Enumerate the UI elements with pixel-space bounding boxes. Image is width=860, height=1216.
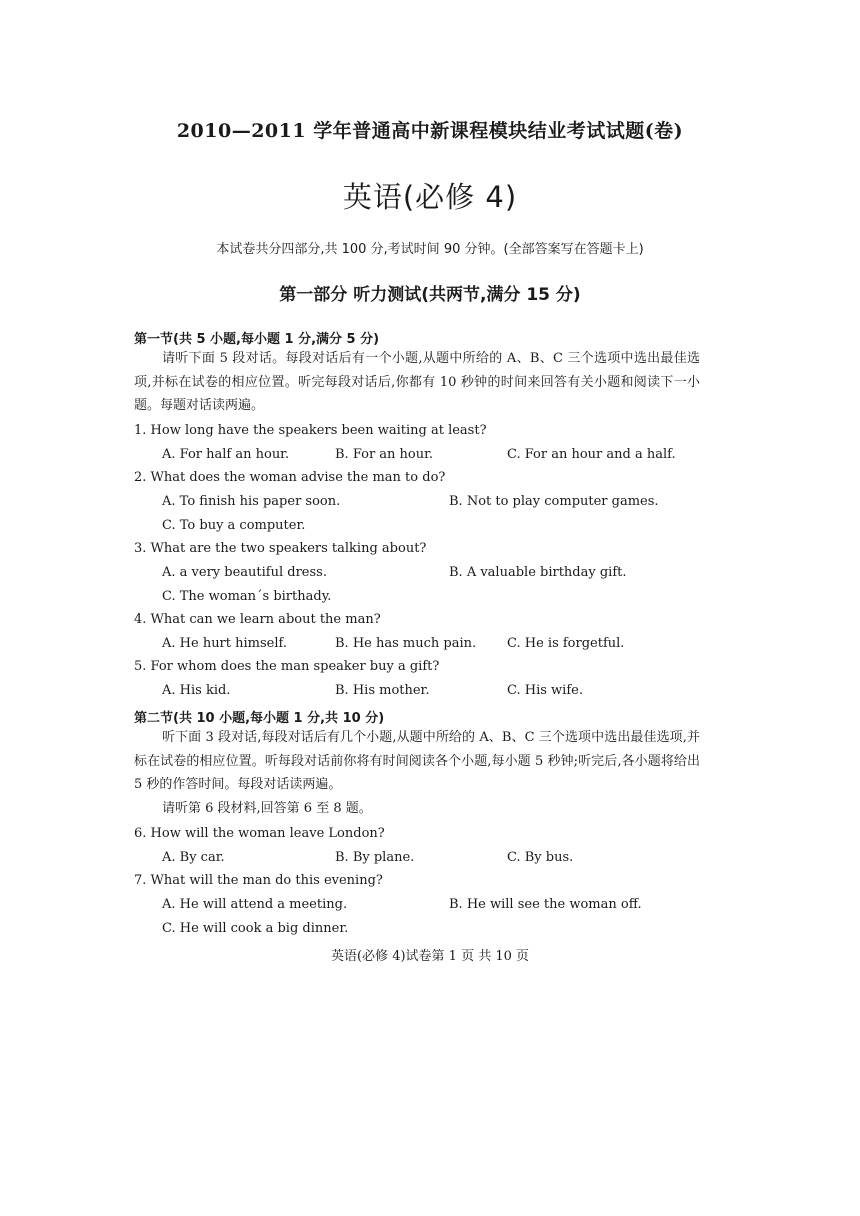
option-c: C. He is forgetful. [507, 636, 625, 651]
option-a: A. For half an hour. [162, 447, 290, 462]
question-stem: 6. How will the woman leave London? [134, 826, 385, 841]
option-c: C. His wife. [507, 683, 583, 698]
option-c: C. The woman´s birthady. [162, 589, 332, 604]
section2-title: 第二节(共 10 小题,每小题 1 分,共 10 分) [134, 711, 385, 726]
option-b: B. A valuable birthday gift. [449, 565, 627, 580]
option-b: B. His mother. [335, 683, 430, 698]
question-stem: 5. For whom does the man speaker buy a gift? [134, 659, 440, 674]
part1-title: 第一部分 听力测试(共两节,满分 15 分) [279, 285, 581, 305]
option-b: B. For an hour. [335, 447, 434, 462]
option-b: B. He has much pain. [335, 636, 477, 651]
option-a: A. By car. [162, 850, 225, 865]
section2-material: 请听第 6 段材料,回答第 6 至 8 题。 [162, 800, 372, 816]
option-a: A. a very beautiful dress. [162, 565, 327, 580]
option-c: C. For an hour and a half. [507, 447, 676, 462]
question-stem: 1. How long have the speakers been waiting at least? [134, 423, 487, 438]
option-b: B. By plane. [335, 850, 415, 865]
question-stem: 4. What can we learn about the man? [134, 612, 381, 627]
section1-instruction [134, 347, 700, 418]
option-a: A. To finish his paper soon. [162, 494, 341, 509]
question-stem: 2. What does the woman advise the man to do? [134, 470, 446, 485]
section1-title: 第一节(共 5 小题,每小题 1 分,满分 5 分) [134, 332, 380, 347]
exam-info: 本试卷共分四部分,共 100 分,考试时间 90 分钟。(全部答案写在答题卡上) [216, 242, 644, 257]
section1-instruction-text: 请听下面 5 段对话。每段对话后有一个小题,从题中所给的 A、B、C 三个选项中选出最佳选项,并标在试卷的相应位置。听完每段对话后,你都有 10 秒钟的时间来回答有关小题和阅读下一小题。每题对话读两遍。 [134, 351, 700, 413]
page-footer: 英语(必修 4)试卷第 1 页 共 10 页 [330, 949, 530, 964]
option-c: C. To buy a computer. [162, 518, 306, 533]
section2-instruction [134, 726, 700, 820]
question-stem: 7. What will the man do this evening? [134, 873, 383, 888]
option-a: A. He will attend a meeting. [162, 897, 348, 912]
option-c: C. He will cook a big dinner. [162, 921, 349, 936]
question-stem: 3. What are the two speakers talking about? [134, 541, 427, 556]
exam-title: 2010—2011 学年普通高中新课程模块结业考试试题(卷) [176, 120, 684, 142]
option-b: B. He will see the woman off. [449, 897, 642, 912]
subject-title: 英语(必修 4) [342, 180, 518, 214]
option-a: A. His kid. [162, 683, 231, 698]
option-b: B. Not to play computer games. [449, 494, 659, 509]
option-a: A. He hurt himself. [162, 636, 287, 651]
option-c: C. By bus. [507, 850, 574, 865]
section2-instruction-text: 听下面 3 段对话,每段对话后有几个小题,从题中所给的 A、B、C 三个选项中选出最佳选项,并标在试卷的相应位置。听每段对话前你将有时间阅读各个小题,每小题 5 秒钟;听完后,各小题将给出 5 秒的作答时间。每段对话读两遍。 [134, 730, 700, 792]
